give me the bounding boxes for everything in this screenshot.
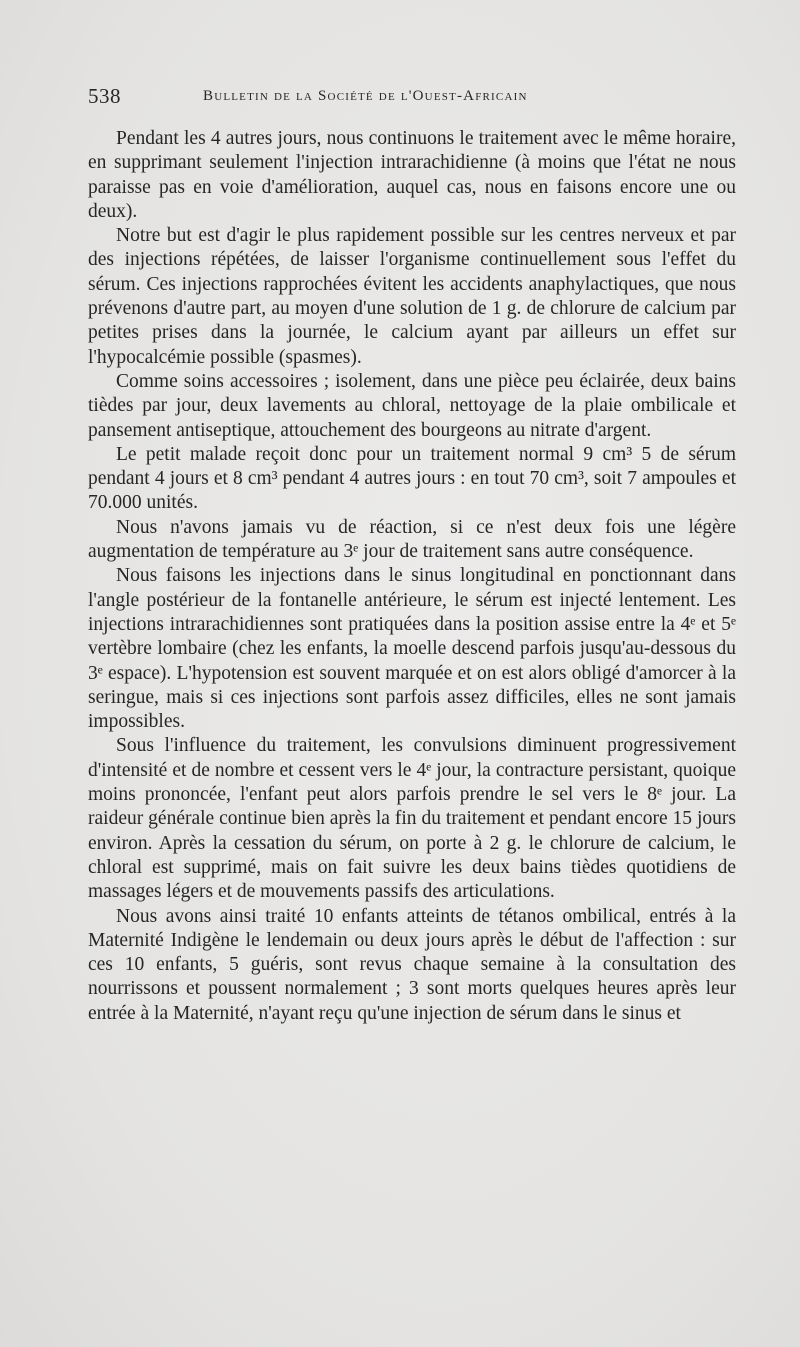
paragraph-2: Notre but est d'agir le plus rapidement possible sur les centres nerveux et par des injections répétées, de laisser l'organisme continuellement sous l'effet du sérum. Ces injections rapprochées évitent les accidents anaphylactiques, que nous prévenons d'autre part, au moyen d'une solution de 1 g. de chlorure de calcium par petites prises dans la journée, le calcium ayant par ailleurs un effet sur l'hypocalcémie possible (spasmes). (88, 225, 736, 368)
paragraph-8: Nous avons ainsi traité 10 enfants atteints de tétanos ombilical, entrés à la Maternité Indigène le lendemain ou deux jours après le début de l'affection : sur ces 10 enfants, 5 guéris, sont revus chaque semaine à la consultation des nourrissons et poussent normalement ; 3 sont morts quelques heures après leur entrée à la Maternité, n'ayant reçu qu'une injection de sérum dans le sinus et (88, 905, 736, 1024)
paragraph-4: Le petit malade reçoit donc pour un traitement normal 9 cm³ 5 de sérum pendant 4 jours et 8 cm³ pendant 4 autres jours : en tout 70 cm³, soit 7 ampoules et 70.000 unités. (88, 443, 736, 514)
page-number: 538 (88, 84, 121, 108)
body-text (88, 127, 736, 1026)
paragraph-6: Nous faisons les injections dans le sinus longitudinal en ponctionnant dans l'angle postérieur de la fontanelle antérieure, le sérum est injecté lentement. Les injections intrarachidiennes sont pratiquées dans la position assise entre la 4ᵉ et 5ᵉ vertèbre lombaire (chez les enfants, la moelle descend parfois jusqu'au-dessous du 3ᵉ espace). L'hypotension est souvent marquée et on est alors obligé d'amorcer à la seringue, mais si ces injections sont parfois assez difficiles, elles ne sont jamais impossibles. (88, 565, 736, 733)
paragraph-3: Comme soins accessoires ; isolement, dans une pièce peu éclairée, deux bains tièdes par jour, deux lavements au chloral, nettoyage de la plaie ombilicale et pansement antiseptique, attouchement des bourgeons au nitrate d'argent. (88, 370, 736, 441)
page-header (88, 84, 728, 114)
paragraph-1: Pendant les 4 autres jours, nous continuons le traitement avec le même horaire, en supprimant seulement l'injection intrarachidienne (à moins que l'état ne nous paraisse pas en voie d'amélioration, auquel cas, nous en faisons encore une ou deux). (88, 128, 736, 222)
running-title: Bulletin de la Société de l'Ouest-Africain (203, 88, 528, 104)
paragraph-7: Sous l'influence du traitement, les convulsions diminuent progressivement d'intensité et de nombre et cessent vers le 4ᵉ jour, la contracture persistant, quoique moins prononcée, l'enfant peut alors parfois prendre le sel vers le 8ᵉ jour. La raideur générale continue bien après la fin du traitement et pendant encore 15 jours environ. Après la cessation du sérum, on porte à 2 g. le chlorure de calcium, le chloral est supprimé, mais on fait suivre les deux bains tièdes quotidiens de massages légers et de mouvements passifs des articulations. (88, 735, 736, 903)
paragraph-5: Nous n'avons jamais vu de réaction, si ce n'est deux fois une légère augmentation de température au 3ᵉ jour de traitement sans autre conséquence. (88, 516, 736, 563)
